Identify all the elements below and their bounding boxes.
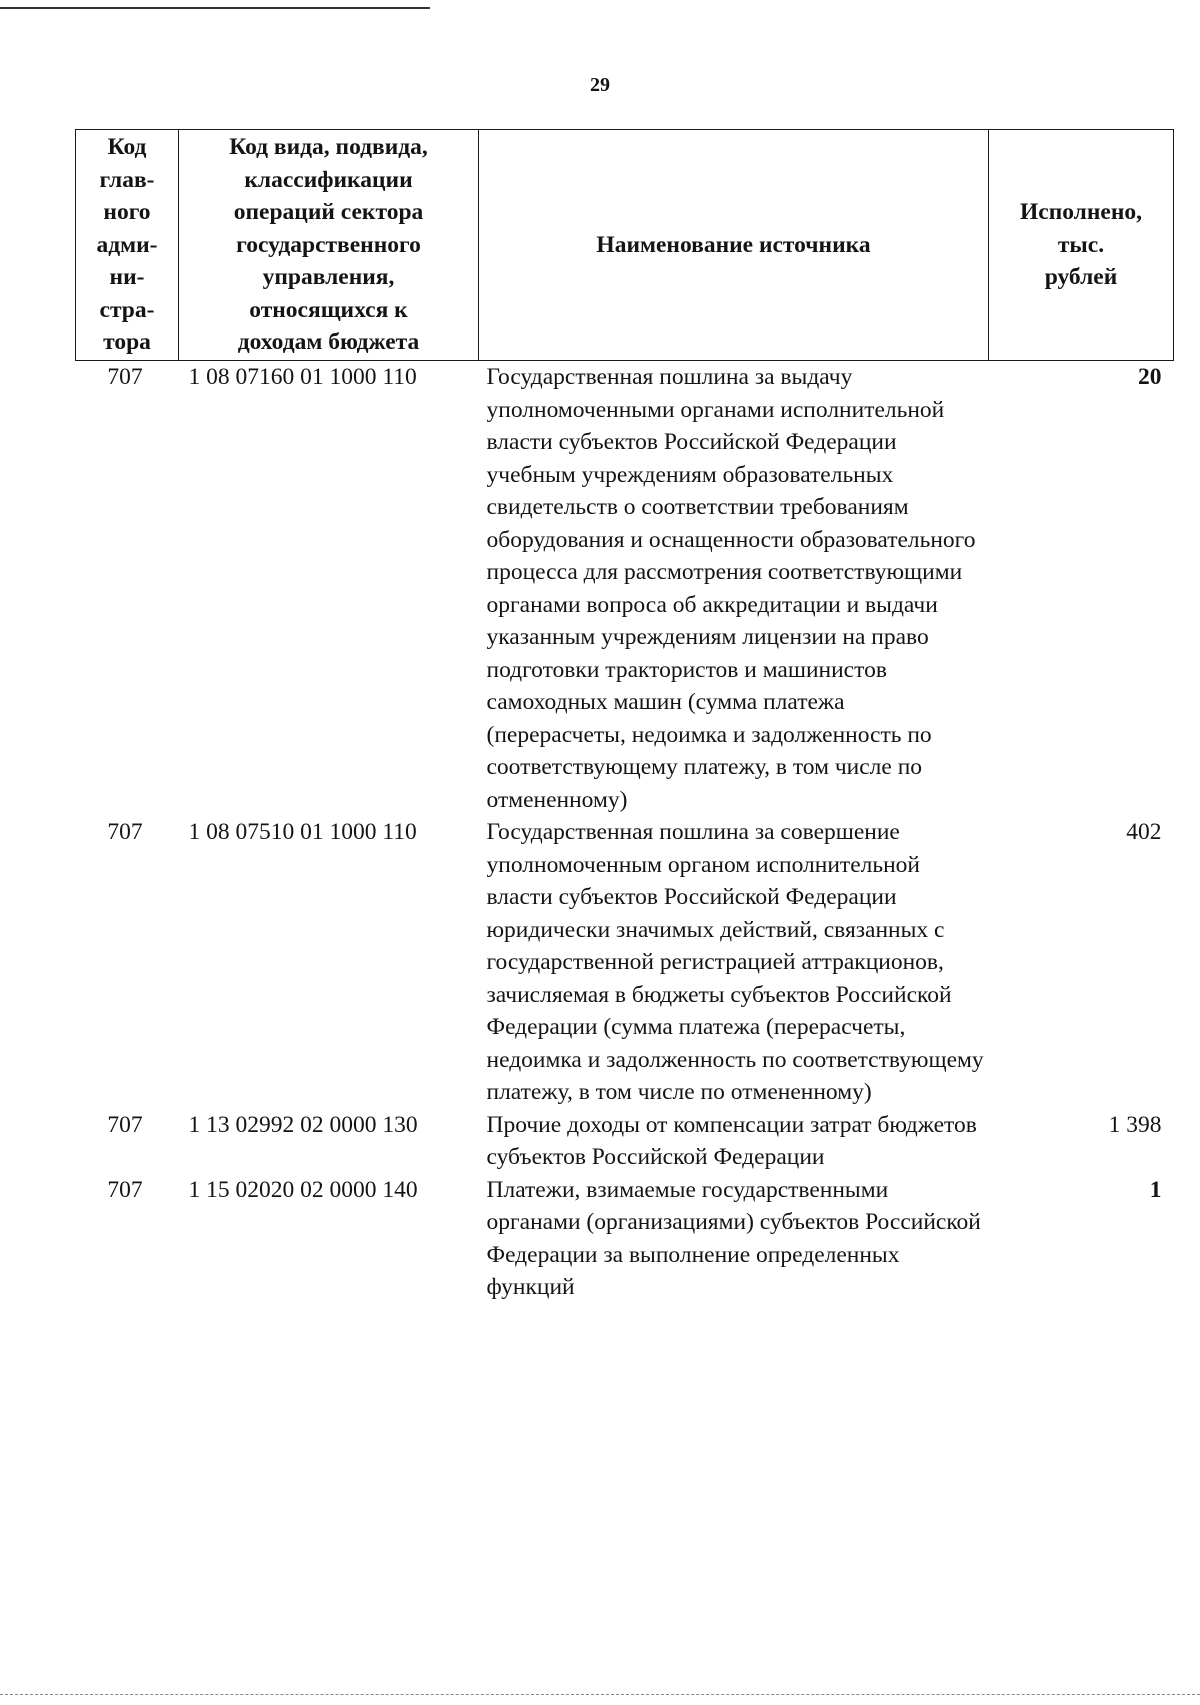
revenue-table: [75, 129, 1174, 1304]
row-amount: 1 398: [1108, 1111, 1162, 1138]
row-admin-code: 707: [107, 364, 143, 390]
row-amount: 402: [1126, 819, 1162, 845]
row-source-name: Государственная пошлина за выдачу уполномоченными органами исполнительной власти субъектов Российской Федерации учебным учреждениям образовательных свидетельств о соответствии требованиям оборудования и оснащенности образовательного процесса для рассмотрения соответствующими органами вопроса об аккредитации и выдачи указанным учреждениям лицензии на право подготовки трактористов и машинистов самоходных машин (сумма платежа (перерасчеты, недоимка и задолженность по соответствующему платежу, в том числе по отмененному): [486, 364, 976, 813]
table-row: [76, 816, 1174, 1109]
row-source-name: Государственная пошлина за совершение уполномоченным органом исполнительной власти субъектов Российской Федерации юридически значимых действий, связанных с государственной регистрацией аттракционов, зачисляемая в бюджеты субъектов Российской Федерации (сумма платежа (перерасчеты, недоимка и задолженность по соответствующему платежу, в том числе по отмененному): [486, 819, 984, 1105]
table-header-row: [76, 130, 1174, 361]
row-amount: 1: [1149, 1176, 1162, 1203]
table-row: [76, 361, 1174, 817]
header-admin-code: Код глав- ного адми- ни- стра- тора: [76, 130, 179, 361]
row-source-name: Прочие доходы от компенсации затрат бюджетов субъектов Российской Федерации: [486, 1111, 977, 1170]
table-row: [76, 1109, 1174, 1174]
top-rule: [0, 7, 430, 9]
row-source-name: Платежи, взимаемые государственными органами (организациями) субъектов Российской Федерации за выполнение определенных функций: [486, 1176, 981, 1300]
header-source-name: Наименование источника: [479, 130, 989, 361]
page-number: 29: [590, 74, 610, 96]
row-classification-code: 1 08 07510 01 1000 110: [188, 819, 417, 845]
row-classification-code: 1 13 02992 02 0000 130: [188, 1111, 418, 1138]
row-admin-code: 707: [107, 1111, 143, 1138]
header-executed-amount: Исполнено, тыс. рублей: [989, 130, 1174, 361]
header-classification-code: Код вида, подвида, классификации операций сектора государственного управления, относящихся к доходам бюджета: [179, 130, 479, 361]
row-classification-code: 1 08 07160 01 1000 110: [188, 364, 417, 390]
table-row: [76, 1174, 1174, 1304]
bottom-rule: [0, 1694, 1200, 1695]
row-amount: 20: [1138, 364, 1162, 390]
row-admin-code: 707: [107, 1176, 143, 1203]
row-admin-code: 707: [107, 819, 143, 845]
row-classification-code: 1 15 02020 02 0000 140: [188, 1176, 418, 1203]
